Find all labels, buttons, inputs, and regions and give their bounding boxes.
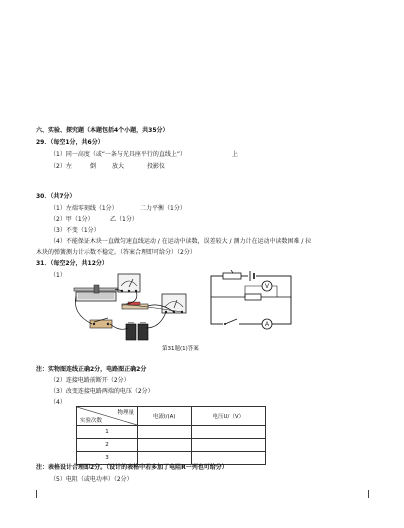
row-index: 3	[77, 452, 138, 465]
q30-line5: 木块的弹簧测力计示数不稳定。（答案合理即可给分）（2分）	[36, 249, 196, 256]
q29-line1: （1）同一高度（或“一条与光具座平行的直线上”）	[50, 151, 187, 158]
table-cell	[191, 452, 265, 465]
row-index: 2	[77, 439, 138, 452]
header-trial: 实验次数	[80, 418, 103, 424]
q29-line2-b: 放大	[112, 163, 125, 170]
switch-symbol	[223, 319, 239, 328]
q30-line3: （3）不变（1分）	[50, 227, 100, 234]
ammeter-symbol-label: A	[264, 322, 270, 328]
q29-line1-answer: 上	[232, 151, 239, 158]
note-1: 注：实物图连线正确2分，电路图正确2分	[36, 366, 147, 373]
table-cell	[191, 426, 265, 439]
q30-line1: （1）左端零刻线（1分）	[50, 205, 118, 212]
page-tick-right	[368, 490, 369, 498]
item-5: （5）电阻（或电功率）（2分）	[50, 476, 133, 483]
ammeter-device-icon	[118, 274, 140, 292]
header-current: 电流I/(A)	[138, 407, 192, 426]
q29-line2-c: 投影仪	[147, 163, 166, 170]
data-table	[76, 406, 266, 465]
table-diagonal-header	[77, 407, 138, 426]
table-row	[77, 439, 266, 452]
q30-line2-b: 乙（1分）	[110, 216, 138, 223]
figure-caption: 第31题(1)答案	[162, 346, 199, 352]
q30-line2: （2）甲（1分）	[50, 216, 94, 223]
rheostat-symbol	[223, 273, 241, 279]
note-2: 注：表格设计合理即2分。（设计的表格中若多加了电阻R一列也可给分）	[36, 464, 228, 471]
header-quantity: 物理量	[117, 410, 134, 416]
circuit-diagram	[205, 270, 297, 330]
battery-icon	[126, 322, 148, 340]
table-cell	[138, 439, 192, 452]
voltmeter-device-icon	[162, 294, 186, 313]
section-title: 六、实验、探究题（本题包括4个小题，共35分）	[36, 127, 169, 134]
table-header-row	[77, 407, 266, 426]
resistor-symbol	[245, 294, 261, 300]
q30-line1-b: 二力平衡（1分）	[140, 205, 186, 212]
table-cell	[138, 426, 192, 439]
apparatus-figure	[70, 266, 200, 346]
q31-header: 31．（每空2分，共12分）	[36, 260, 108, 267]
item-3: （3）改变连接电路两端的电压（2分）	[50, 388, 154, 395]
item-2: （2）连接电路前断开（2分）	[50, 377, 130, 384]
battery-symbol	[248, 271, 256, 281]
q31-part1-label: （1）	[50, 272, 66, 279]
row-index: 1	[77, 426, 138, 439]
switch-icon	[90, 318, 112, 328]
rheostat-icon	[74, 285, 118, 301]
page-tick-left	[36, 490, 37, 498]
q30-line4: （4）不能保证木块一直做匀速直线运动 / 在运动中读数，误差较大 / 测力计在运动中读数困难 / 拉	[50, 238, 312, 245]
q29-header: 29．（每空1分，共6分）	[36, 139, 104, 146]
table-cell	[191, 439, 265, 452]
q29-line2-a: 倒	[90, 163, 97, 170]
item-4: （4）	[50, 399, 66, 406]
q30-header: 30．（共7分）	[36, 193, 76, 200]
table-row	[77, 452, 266, 465]
q29-line2-label: （2）左	[50, 163, 72, 170]
header-voltage: 电压U/（V）	[191, 407, 265, 426]
table-row	[77, 426, 266, 439]
table-cell	[138, 452, 192, 465]
voltmeter-symbol-label: V	[264, 284, 270, 290]
